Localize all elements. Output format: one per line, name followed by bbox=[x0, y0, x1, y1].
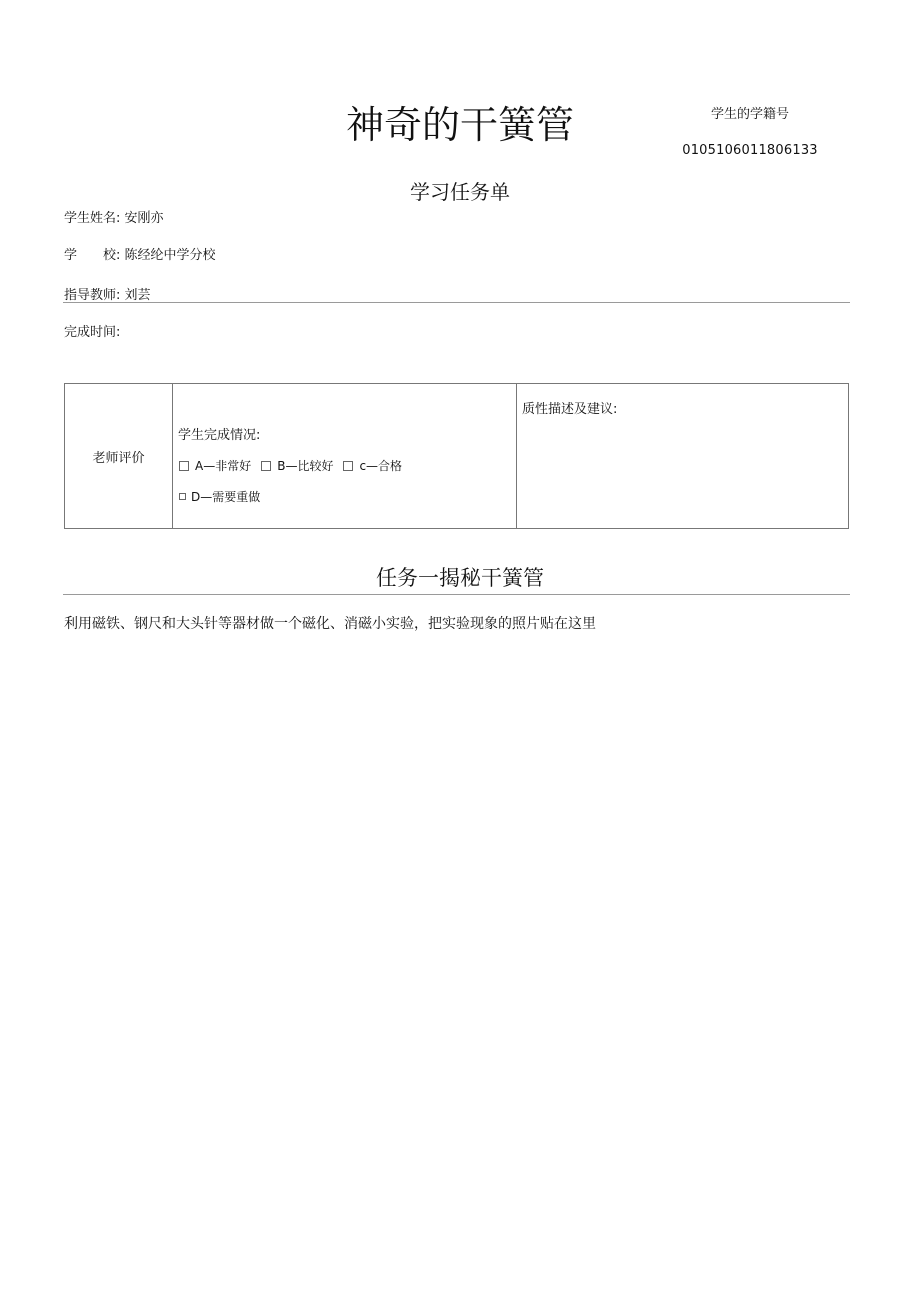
option-a-label: A—非常好 bbox=[195, 459, 252, 473]
completion-time-row bbox=[64, 321, 120, 340]
teacher-label: 指导教师: bbox=[64, 288, 121, 303]
completion-cell bbox=[173, 384, 517, 529]
teacher-evaluation-table bbox=[64, 383, 849, 529]
task1-instruction: 利用磁铁、钢尺和大头针等器材做一个磁化、消磁小实验，把实验现象的照片贴在这里 bbox=[64, 616, 596, 632]
student-name-value: 安刚亦 bbox=[124, 211, 164, 226]
checkbox-icon[interactable] bbox=[261, 461, 271, 471]
student-id-value: 0105106011806133 bbox=[682, 143, 818, 158]
document-title: 神奇的干簧管 bbox=[345, 103, 574, 147]
completion-options-row bbox=[178, 457, 516, 474]
completion-time-label: 完成时间: bbox=[64, 325, 121, 340]
checkbox-icon[interactable] bbox=[179, 461, 189, 471]
option-d-label: D—需要重做 bbox=[191, 490, 261, 504]
school-label: 学 校: bbox=[64, 248, 121, 263]
document-subtitle: 学习任务单 bbox=[410, 180, 510, 204]
student-name-row bbox=[64, 207, 164, 226]
evaluation-row-label: 老师评价 bbox=[65, 384, 173, 529]
student-id-label: 学生的学籍号 bbox=[710, 107, 789, 122]
completion-label: 学生完成情况: bbox=[178, 428, 261, 443]
task1-title: 任务一揭秘干簧管 bbox=[376, 566, 544, 590]
comment-label: 质性描述及建议: bbox=[522, 402, 618, 417]
option-c-label: c—合格 bbox=[359, 459, 403, 473]
option-b-label: B—比较好 bbox=[277, 459, 334, 473]
divider-line bbox=[63, 302, 850, 303]
completion-options-row-2 bbox=[178, 488, 516, 505]
checkbox-icon[interactable] bbox=[179, 493, 186, 500]
checkbox-icon[interactable] bbox=[343, 461, 353, 471]
comment-cell[interactable] bbox=[517, 384, 849, 529]
teacher-value: 刘芸 bbox=[124, 288, 151, 303]
student-name-label: 学生姓名: bbox=[64, 211, 121, 226]
school-row bbox=[64, 244, 216, 263]
school-value: 陈经纶中学分校 bbox=[124, 248, 216, 263]
section-divider bbox=[63, 594, 850, 595]
teacher-row bbox=[64, 284, 151, 303]
